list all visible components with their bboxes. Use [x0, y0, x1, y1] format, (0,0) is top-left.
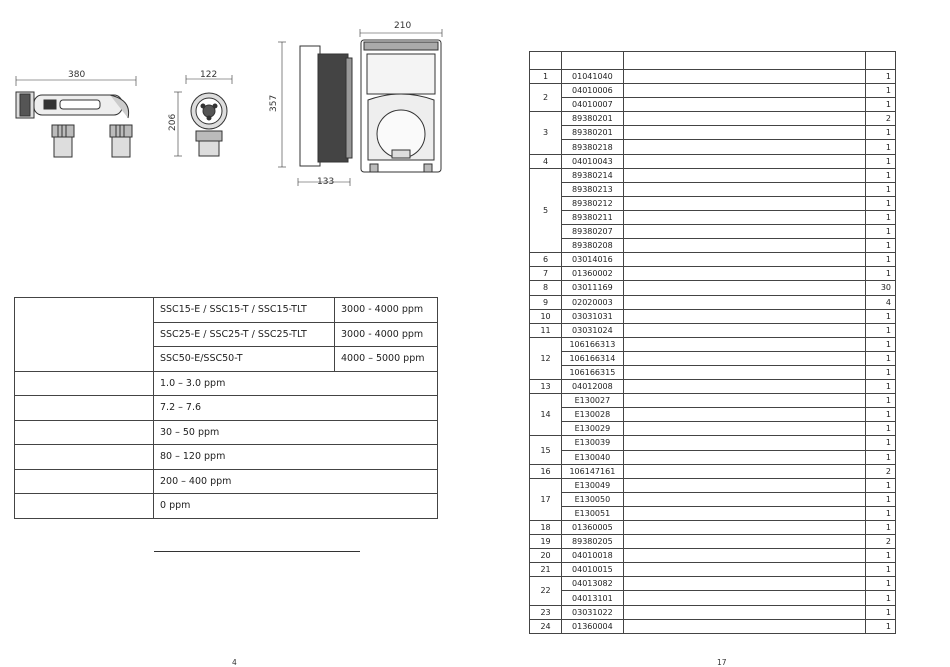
parts-row	[530, 337, 896, 351]
dim-box-depth: 133	[317, 177, 335, 187]
part-code: 03031031	[562, 309, 624, 323]
parts-row	[530, 535, 896, 549]
part-number: 11	[530, 323, 562, 337]
part-quantity: 1	[866, 84, 896, 98]
spec-label-cell	[15, 298, 154, 372]
parts-row	[530, 168, 896, 182]
spec-row	[15, 445, 438, 470]
parts-row	[530, 619, 896, 633]
spare-parts-table	[529, 51, 896, 634]
spec-label-cell	[15, 420, 154, 445]
part-code: 89380201	[562, 126, 624, 140]
part-number: 23	[530, 605, 562, 619]
part-description	[623, 478, 866, 492]
cell-front-view	[16, 76, 136, 157]
spec-label-cell	[15, 494, 154, 519]
part-quantity: 1	[866, 365, 896, 379]
part-description	[623, 619, 866, 633]
part-number: 16	[530, 464, 562, 478]
parts-header-row	[530, 52, 896, 70]
part-description	[623, 450, 866, 464]
part-number: 7	[530, 267, 562, 281]
part-code: E130027	[562, 394, 624, 408]
part-quantity: 1	[866, 126, 896, 140]
part-quantity: 1	[866, 605, 896, 619]
part-number: 14	[530, 394, 562, 436]
part-code: E130040	[562, 450, 624, 464]
part-quantity: 1	[866, 98, 896, 112]
right-page	[475, 0, 950, 667]
part-code: 02020003	[562, 295, 624, 309]
power-box-side-view	[278, 42, 352, 186]
part-description	[623, 408, 866, 422]
part-number: 10	[530, 309, 562, 323]
parts-row	[530, 98, 896, 112]
parts-row	[530, 225, 896, 239]
part-number: 20	[530, 549, 562, 563]
dim-main-length: 380	[68, 70, 86, 80]
part-code: 04013082	[562, 577, 624, 591]
part-description	[623, 535, 866, 549]
part-code: 01360005	[562, 521, 624, 535]
part-description	[623, 267, 866, 281]
part-code: E130028	[562, 408, 624, 422]
spec-value: 1.0 – 3.0 ppm	[154, 371, 438, 396]
spec-value: 30 – 50 ppm	[154, 420, 438, 445]
parts-row	[530, 281, 896, 295]
part-quantity: 1	[866, 210, 896, 224]
parts-row	[530, 478, 896, 492]
page-number-right: 17	[717, 658, 727, 667]
parts-row	[530, 492, 896, 506]
part-number: 15	[530, 436, 562, 464]
parts-row	[530, 295, 896, 309]
part-description	[623, 168, 866, 182]
part-code: 03031024	[562, 323, 624, 337]
part-quantity: 1	[866, 408, 896, 422]
part-quantity: 1	[866, 577, 896, 591]
part-code: 01041040	[562, 70, 624, 84]
part-description	[623, 521, 866, 535]
part-number: 2	[530, 84, 562, 112]
part-description	[623, 605, 866, 619]
part-number: 17	[530, 478, 562, 520]
part-description	[623, 577, 866, 591]
parts-row	[530, 140, 896, 154]
parts-row	[530, 196, 896, 210]
part-description	[623, 98, 866, 112]
part-description	[623, 154, 866, 168]
parts-header-cell	[530, 52, 562, 70]
part-description	[623, 563, 866, 577]
part-quantity: 30	[866, 281, 896, 295]
part-description	[623, 112, 866, 126]
part-quantity: 1	[866, 619, 896, 633]
part-quantity: 2	[866, 535, 896, 549]
parts-row	[530, 436, 896, 450]
part-quantity: 1	[866, 450, 896, 464]
part-description	[623, 323, 866, 337]
part-quantity: 1	[866, 549, 896, 563]
part-quantity: 1	[866, 422, 896, 436]
part-quantity: 2	[866, 464, 896, 478]
parts-row	[530, 267, 896, 281]
part-code: 03014016	[562, 253, 624, 267]
spec-model: SSC15-E / SSC15-T / SSC15-TLT	[154, 298, 335, 323]
part-code: 89380214	[562, 168, 624, 182]
parts-row	[530, 394, 896, 408]
parts-row	[530, 563, 896, 577]
spec-salt-value: 3000 - 4000 ppm	[335, 298, 438, 323]
parts-row	[530, 126, 896, 140]
page-number-left: 4	[232, 658, 237, 667]
spec-value: 7.2 – 7.6	[154, 396, 438, 421]
part-number: 1	[530, 70, 562, 84]
parts-header-cell	[866, 52, 896, 70]
part-quantity: 1	[866, 253, 896, 267]
spec-row	[15, 371, 438, 396]
part-number: 6	[530, 253, 562, 267]
part-description	[623, 253, 866, 267]
parts-row	[530, 323, 896, 337]
parts-row	[530, 351, 896, 365]
parts-row	[530, 380, 896, 394]
dimension-drawings	[0, 0, 475, 200]
parts-row	[530, 210, 896, 224]
parts-row	[530, 464, 896, 478]
part-description	[623, 337, 866, 351]
part-code: 89380208	[562, 239, 624, 253]
part-description	[623, 351, 866, 365]
part-description	[623, 492, 866, 506]
spec-label-cell	[15, 469, 154, 494]
signature-line	[154, 551, 360, 552]
part-quantity: 1	[866, 563, 896, 577]
part-number: 18	[530, 521, 562, 535]
part-number: 5	[530, 168, 562, 253]
part-code: 04010043	[562, 154, 624, 168]
part-code: 89380213	[562, 182, 624, 196]
part-quantity: 1	[866, 337, 896, 351]
parts-header-cell	[623, 52, 866, 70]
part-code: E130050	[562, 492, 624, 506]
parts-row	[530, 182, 896, 196]
part-description	[623, 182, 866, 196]
dim-box-height: 357	[269, 94, 279, 112]
spec-model: SSC50-E/SSC50-T	[154, 347, 335, 372]
part-quantity: 1	[866, 225, 896, 239]
part-quantity: 1	[866, 196, 896, 210]
part-code: 89380201	[562, 112, 624, 126]
part-code: 04010015	[562, 563, 624, 577]
part-quantity: 1	[866, 168, 896, 182]
parts-row	[530, 84, 896, 98]
dim-side-height: 206	[168, 113, 178, 131]
part-description	[623, 210, 866, 224]
part-code: 106166314	[562, 351, 624, 365]
part-code: 04010007	[562, 98, 624, 112]
parts-header-cell	[562, 52, 624, 70]
part-number: 3	[530, 112, 562, 154]
spec-value: 0 ppm	[154, 494, 438, 519]
water-balance-table	[14, 297, 438, 519]
part-description	[623, 126, 866, 140]
parts-row	[530, 577, 896, 591]
part-number: 8	[530, 281, 562, 295]
part-number: 24	[530, 619, 562, 633]
parts-row	[530, 154, 896, 168]
part-number: 12	[530, 337, 562, 379]
cell-side-view	[174, 75, 232, 156]
parts-row	[530, 605, 896, 619]
part-quantity: 4	[866, 295, 896, 309]
spec-row-salt	[15, 298, 438, 323]
part-number: 19	[530, 535, 562, 549]
parts-row	[530, 70, 896, 84]
part-description	[623, 380, 866, 394]
part-description	[623, 464, 866, 478]
parts-row	[530, 506, 896, 520]
part-quantity: 1	[866, 140, 896, 154]
parts-row	[530, 112, 896, 126]
part-code: 01360002	[562, 267, 624, 281]
spec-salt-value: 3000 - 4000 ppm	[335, 322, 438, 347]
part-description	[623, 591, 866, 605]
spec-row	[15, 396, 438, 421]
part-description	[623, 549, 866, 563]
spec-row	[15, 420, 438, 445]
part-quantity: 1	[866, 267, 896, 281]
part-quantity: 1	[866, 154, 896, 168]
part-code: 04012008	[562, 380, 624, 394]
part-code: 106147161	[562, 464, 624, 478]
part-code: 106166315	[562, 365, 624, 379]
part-number: 4	[530, 154, 562, 168]
spec-label-cell	[15, 371, 154, 396]
part-code: E130051	[562, 506, 624, 520]
part-quantity: 1	[866, 182, 896, 196]
power-box-front-view	[360, 29, 442, 172]
parts-row	[530, 408, 896, 422]
part-number: 21	[530, 563, 562, 577]
spec-value: 200 – 400 ppm	[154, 469, 438, 494]
part-code: 03011169	[562, 281, 624, 295]
parts-row	[530, 521, 896, 535]
part-description	[623, 295, 866, 309]
part-quantity: 1	[866, 351, 896, 365]
spec-row	[15, 494, 438, 519]
part-code: 89380212	[562, 196, 624, 210]
part-quantity: 1	[866, 591, 896, 605]
part-code: 03031022	[562, 605, 624, 619]
part-code: 89380218	[562, 140, 624, 154]
spec-value: 80 – 120 ppm	[154, 445, 438, 470]
part-description	[623, 84, 866, 98]
parts-row	[530, 549, 896, 563]
spec-label-cell	[15, 396, 154, 421]
dim-box-width: 210	[394, 21, 412, 31]
parts-row	[530, 309, 896, 323]
part-description	[623, 309, 866, 323]
dim-side-width: 122	[200, 70, 218, 80]
part-number: 9	[530, 295, 562, 309]
part-code: 89380207	[562, 225, 624, 239]
part-description	[623, 140, 866, 154]
parts-row	[530, 450, 896, 464]
part-quantity: 1	[866, 478, 896, 492]
part-description	[623, 225, 866, 239]
part-quantity: 1	[866, 436, 896, 450]
spec-label-cell	[15, 445, 154, 470]
part-description	[623, 365, 866, 379]
part-code: E130029	[562, 422, 624, 436]
parts-row	[530, 239, 896, 253]
part-quantity: 1	[866, 380, 896, 394]
part-quantity: 1	[866, 492, 896, 506]
parts-row	[530, 591, 896, 605]
part-description	[623, 422, 866, 436]
part-quantity: 1	[866, 506, 896, 520]
part-code: 04010006	[562, 84, 624, 98]
spec-salt-value: 4000 – 5000 ppm	[335, 347, 438, 372]
part-quantity: 2	[866, 112, 896, 126]
part-description	[623, 239, 866, 253]
part-code: 89380211	[562, 210, 624, 224]
part-code: 106166313	[562, 337, 624, 351]
part-description	[623, 394, 866, 408]
part-description	[623, 196, 866, 210]
part-description	[623, 281, 866, 295]
part-code: 04010018	[562, 549, 624, 563]
part-quantity: 1	[866, 521, 896, 535]
spec-model: SSC25-E / SSC25-T / SSC25-TLT	[154, 322, 335, 347]
part-description	[623, 436, 866, 450]
part-code: E130039	[562, 436, 624, 450]
parts-row	[530, 253, 896, 267]
part-quantity: 1	[866, 239, 896, 253]
spec-row	[15, 469, 438, 494]
part-description	[623, 70, 866, 84]
part-quantity: 1	[866, 309, 896, 323]
parts-row	[530, 365, 896, 379]
parts-row	[530, 422, 896, 436]
part-code: 04013101	[562, 591, 624, 605]
part-description	[623, 506, 866, 520]
part-quantity: 1	[866, 394, 896, 408]
part-quantity: 1	[866, 323, 896, 337]
part-quantity: 1	[866, 70, 896, 84]
part-number: 13	[530, 380, 562, 394]
part-code: 01360004	[562, 619, 624, 633]
part-code: 89380205	[562, 535, 624, 549]
part-code: E130049	[562, 478, 624, 492]
part-number: 22	[530, 577, 562, 605]
